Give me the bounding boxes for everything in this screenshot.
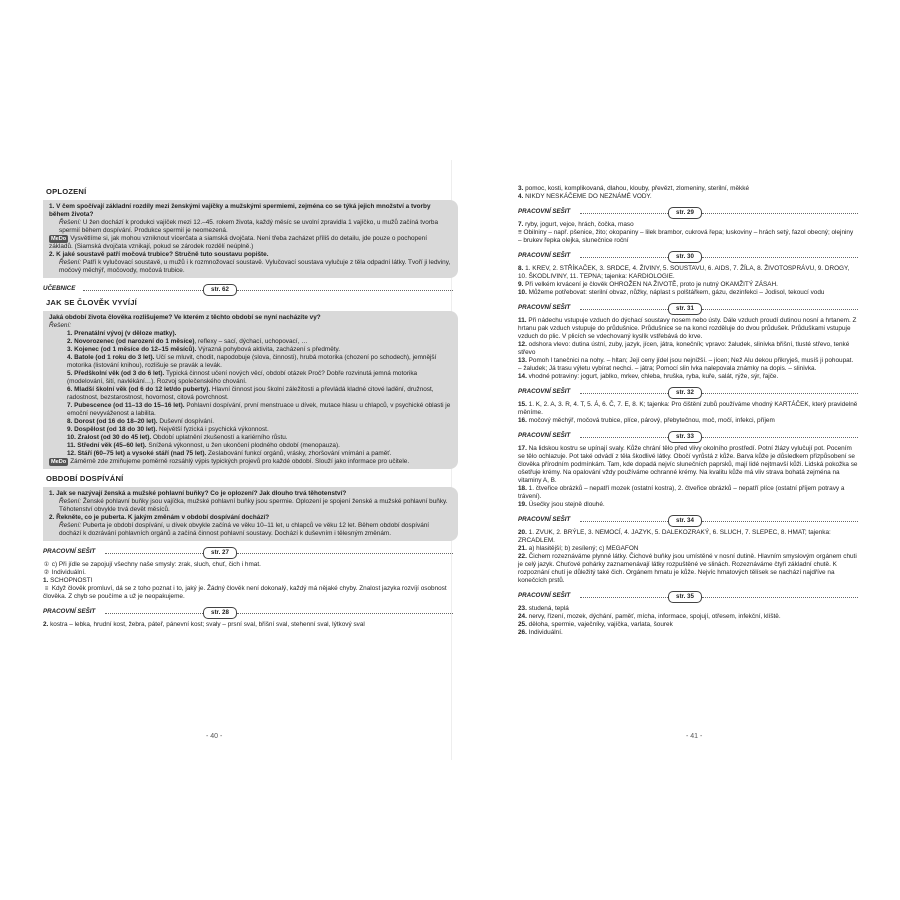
workbook-label: PRACOVNÍ SEŠIT (518, 208, 571, 215)
medo-badge: MeDo (51, 236, 67, 242)
answer-text: a) hlasitější; b) zesílený; c) MEGAFON (528, 545, 639, 552)
exercise-number: 23. (518, 605, 529, 612)
answer-line (518, 401, 858, 417)
period-item: 2. Novorozenec (od narození do 1 měsíce), reflexy – sací, dýchací, uchopovací, … (67, 338, 308, 345)
section-title-vyvoj: JAK SE ČLOVĚK VYVÍJÍ (46, 298, 137, 307)
answer-line (518, 281, 858, 289)
question-4: 2. Řekněte, co je puberta. K jakým změnám v období dospívání dochází? (49, 514, 270, 521)
exercise-number: 9. (518, 281, 526, 288)
section-title-oplozeni: OPLOZENÍ (46, 187, 87, 196)
answer-line (43, 569, 458, 577)
right-page (518, 185, 858, 745)
workbook-bar-35 (518, 591, 858, 601)
section-title-dospivani: OBDOBÍ DOSPÍVÁNÍ (46, 474, 124, 483)
workbook-bar-27 (43, 547, 458, 557)
medo-note-1: MeDo Vysvětlíme si, jak mohou vzniknout vícerčata a siamská dvojčata. Není třeba zacházet příliš do detailu, jde pouze o pochopení základů. (Siamská dvojčata vznikají, pokud se zárodek rozdělí neúplně.) (49, 235, 427, 250)
answer-text: 1. ZVUK, 2. BRÝLE, 3. NEMOCÍ, 4. JAZYK, 5. DALEKOZRAKÝ, 6. SLUCH, 7. SLEPEC, 8. HMAT; tajenka: ZRCADLEM. (518, 529, 831, 544)
answer-line (518, 221, 858, 229)
answer-line (518, 265, 858, 281)
answer-line (518, 289, 858, 297)
workbook-answers-32 (518, 401, 858, 425)
workbook-bar-31 (518, 303, 858, 313)
answer-text: Pomoh l tanečnici na nohy. – hltan; Její ceny jídel jsou nejnižší. – jícen; Než Alu dekou přikryješ, musíš ji pohoupat. – žaludek; Já trasu výletu vybírat nechci. – játra; Pomocí slin lvka nalepovala známky na dopis. – slinivka. (518, 357, 854, 372)
exercise-number: 25. (518, 621, 529, 628)
answer-text: kostra – lebka, hrudní kost, žebra, páteř, pánevní kost; svaly – prsní sval, břišní sval, stehenní sval, lýtkový sval (50, 621, 365, 628)
dotted-line (580, 437, 668, 438)
answer-1: Řešení: U žen dochází k produkci vajíček mezi 12.–45. rokem života, každý měsíc se uvolní zpravidla 1 vajíčko, u mužů začíná tvorba spermií během dospívání. Produkce spermií je neomezená. (59, 219, 439, 234)
dotted-line (237, 613, 453, 614)
exercise-number: 15. (518, 401, 529, 408)
answer-text: Můžeme potřebovat: sterilní obvaz, nůžky, náplast s polštářkem, gázu, dezinfekci – Jodisol, tekoucí vodu (528, 289, 825, 296)
exercise-number: 17. (518, 445, 529, 452)
left-page (43, 185, 458, 745)
dotted-line (702, 521, 858, 522)
workbook-answers-34 (518, 529, 858, 585)
medo-badge: MeDo (51, 459, 67, 465)
question-1: 1. V čem spočívají základní rozdíly mezi ženskými vajíčky a mužskými spermiemi, zejména co se týká jejich množství a tvorby během života? (49, 203, 431, 218)
answer-line (518, 417, 858, 425)
dotted-line (580, 309, 668, 310)
answer-text: Při nádechu vstupuje vzduch do dýchací soustavy nosem nebo ústy. Dále vzduch proudí dutinou nosní a hrtanem. Z hrtanu pak vzduch vstupuje do průdušnice. Průdušnice se na konci rozděluje do dvou průdušek. Průduškami vstupuje vzduch do plic. V plicích se vdechovaný kyslík vstřebává do krve. (518, 317, 857, 340)
workbook-answers-27 (43, 561, 458, 601)
exercise-number: ≡ (518, 229, 524, 236)
exercise-icon: ≡ (44, 586, 49, 592)
period-item: 6. Mladší školní věk (od 6 do 12 let/do puberty). Hlavní činnost jsou školní záležitosti a převládá kladné citové ladění, družnost, radostnost, bezstarostnost, hovornost, citová povrchnost. (67, 386, 434, 401)
workbook-label: PRACOVNÍ SEŠIT (518, 252, 571, 259)
dotted-line (702, 393, 858, 394)
page-ref-27: str. 27 (203, 547, 237, 559)
answer-text: NIKDY NESKÁČEME DO NEZNÁMÉ VODY. (525, 193, 652, 200)
answer-line (518, 485, 858, 501)
exercise-box-dospivani (43, 487, 458, 541)
workbook-label: PRACOVNÍ SEŠIT (518, 516, 571, 523)
dotted-line (702, 597, 858, 598)
exercise-number: 12. (518, 341, 529, 348)
period-item: 1. Prenatální vývoj (v děloze matky). (67, 330, 177, 337)
exercise-number: 26. (518, 629, 529, 636)
answer-line (518, 445, 858, 485)
answer-text: močový měchýř, močová trubice, plíce, párový, přebytečnou, moč, močí, infekci, příjem (528, 417, 775, 424)
exercise-number: 18. (518, 485, 529, 492)
answer-text: Úsečky jsou stejně dlouhé. (528, 501, 605, 508)
workbook-bar-32 (518, 387, 858, 397)
exercise-number: 24. (518, 613, 529, 620)
answer-3: Řešení: Ženské pohlavní buňky jsou vajíčka, mužské pohlavní buňky jsou spermie. Oplození je spojení ženské a mužské pohlavní buňky. Těhotenství obvykle trvá devět měsíců. (59, 498, 448, 513)
dotted-line (702, 257, 858, 258)
answer-line (518, 621, 858, 629)
workbook-label: PRACOVNÍ SEŠIT (43, 548, 96, 555)
answer-line (518, 605, 858, 613)
answer-periods: Řešení: (49, 322, 72, 329)
workbook-bar-28 (43, 607, 458, 617)
exercise-number: 21. (518, 545, 529, 552)
answer-line (518, 613, 858, 621)
page-number-right: - 41 - (686, 733, 703, 740)
period-item: 11. Střední věk (45–60 let). Snížená výkonnost, u žen ukončení plodného období (menopauza). (67, 442, 340, 449)
workbook-label: PRACOVNÍ SEŠIT (518, 432, 571, 439)
workbook-answers-28 (43, 621, 458, 629)
exercise-number: 22. (518, 553, 529, 560)
answer-line (518, 501, 858, 509)
ucebnice-label: UČEBNICE (43, 285, 76, 292)
workbook-answers-35 (518, 605, 858, 637)
workbook-bar-33 (518, 431, 858, 441)
answer-line (518, 341, 858, 357)
page-ref-34: str. 34 (668, 515, 702, 527)
answer-text: Individuální. (528, 629, 563, 636)
exercise-number: 19. (518, 501, 529, 508)
page-ref-31: str. 31 (668, 303, 702, 315)
question-periods: Jaká období života člověka rozlišujeme? Ve kterém z těchto období se nyní nacházíte vy? (49, 314, 321, 321)
answer-text: Obilniny – např. pšenice, žito; okopaniny – lilek brambor, cukrová řepa; luskoviny – hrách setý, fazol obecný; olejniny – brukev řepka olejka, slunečnice roční (518, 229, 854, 244)
period-item: 8. Dorost (od 16 do 18–20 let). Duševní dospívání. (67, 418, 215, 425)
answer-text: ryby, jogurt, vejce, hrách, čočka, maso (525, 221, 634, 228)
answer-line (518, 545, 858, 553)
answer-line (518, 193, 858, 201)
page-ref-30: str. 30 (668, 251, 702, 263)
answer-text: 1. K, 2. A, 3. R, 4. T, 5. Á, 6. Č, 7. E, 8. K; tajenka: Pro čištění zubů používáme vhodný KARTÁČEK, který pravidelně měníme. (518, 401, 858, 416)
page-ref-62: str. 62 (203, 284, 237, 296)
page-number-left: - 40 - (206, 733, 223, 740)
answer-line (518, 553, 858, 585)
period-item: 5. Předškolní věk (od 3 do 6 let). Typická činnost učení nových věcí, období otázek Proč? Dobře rozvinutá jemná motorika (modelování, šití, navlékání…). Rozvoj společenského chování. (67, 370, 418, 385)
period-item: 3. Kojenec (od 1 měsíce do 12–15 měsíců). Výrazná pohybová aktivita, zacházení s předměty. (67, 346, 341, 353)
answer-4: Řešení: Puberta je období dospívání, u dívek obvykle začíná ve věku 10–11 let, u chlapců ve věku 12 let. Během období dospívání dochází k dozrávání pohlavních orgánů a začíná činnost pohlavní soustavy. Dochází k duševním i tělesným změnám. (59, 522, 430, 537)
answers-top (518, 185, 858, 201)
answer-line (518, 629, 858, 637)
answer-line (518, 529, 858, 545)
exercise-number: 1. (43, 577, 51, 584)
answer-text: odshora vlevo: dutina ústní, zuby, jazyk, jícen, játra, konečník; vpravo: žaludek, slinivka břišní, tlusté střevo, tenké střevo (518, 341, 850, 356)
period-item: 4. Batole (od 1 roku do 3 let). Učí se mluvit, chodit, napodobuje (slova, činnosti), hrubá motorika (chození po schodech), jemnější motorika (listování knihou), rozlišuje se pravák a levák. (67, 354, 437, 369)
answer-text: Při velkém krvácení je člověk OHROŽEN NA ŽIVOTĚ, proto je nutný OKAMŽITÝ ZÁSAH. (525, 281, 778, 288)
answer-line (43, 585, 458, 601)
dotted-line (580, 521, 668, 522)
dotted-line (237, 553, 453, 554)
page-ref-29: str. 29 (668, 207, 702, 219)
exercise-number: 16. (518, 417, 529, 424)
exercise-number: 4. (518, 193, 526, 200)
exercise-number: 3. (518, 185, 526, 192)
page-ref-32: str. 32 (668, 387, 702, 399)
workbook-label: PRACOVNÍ SEŠIT (518, 388, 571, 395)
answer-text: Individuální. (51, 569, 86, 576)
exercise-number: 14. (518, 373, 529, 380)
answer-text: nervy, řízení, mozek, dýchání, paměť, mícha, informace, spojují, otřesem, infekční, klíště. (528, 613, 781, 620)
dotted-line (237, 290, 453, 291)
period-item: 10. Zralost (od 30 do 45 let). Období uplatnění zkušeností a kariérního růstu. (67, 434, 288, 441)
answer-line (518, 317, 858, 341)
exercise-number: 10. (518, 289, 529, 296)
exercise-number: 20. (518, 529, 529, 536)
dotted-line (105, 553, 203, 554)
exercise-number: 7. (518, 221, 526, 228)
answer-line (518, 185, 858, 193)
page-ref-35: str. 35 (668, 591, 702, 603)
periods-list (49, 330, 452, 458)
exercise-number: 11. (518, 317, 529, 324)
exercise-number: 8. (518, 265, 526, 272)
exercise-number: 13. (518, 357, 529, 364)
period-item: 7. Pubescence (od 11–13 do 15–16 let). Pohlavní dospívání, první menstruace u dívek, mutace hlasu u chlapců, v psychické oblasti je emoční nevyváženost a labilita. (67, 402, 451, 417)
answer-text: děloha, spermie, vaječníky, vajíčka, varlata, šourek (528, 621, 673, 628)
dotted-line (580, 393, 668, 394)
answer-line (43, 577, 458, 585)
workbook-bar-29 (518, 207, 858, 217)
answer-text: Když člověk promluví, dá se z toho poznat i to, jaký je. Žádný člověk není dokonalý, každý má nějaké chyby. Znalost jazyka rozvíjí osobnost člověka. Z chyb se poučíme a už je neopakujeme. (43, 585, 447, 600)
answer-line (518, 357, 858, 373)
period-item: 12. Stáří (60–75 let) a vysoké stáří (nad 75 let). Zeslabování funkcí orgánů, vrásky, zhoršování vnímání a paměť. (67, 450, 392, 457)
answer-2: Řešení: Patří k vylučovací soustavě, u mužů i k rozmnožovací soustavě. Vylučovací soustava vylučuje z těla odpadní látky. Tvoří ji ledviny, močový měchýř, močovody, močová trubice. (59, 259, 451, 274)
dotted-line (702, 213, 858, 214)
answer-line (43, 621, 458, 629)
medo-note-2: MeDo Záměrně zde zmiňujeme poměrně rozsáhlý výpis typických projevů pro každé období. Slouží jako informace pro učitele. (51, 458, 410, 465)
answer-line (518, 229, 858, 245)
question-3: 1. Jak se nazývají ženská a mužské pohlavní buňky? Co je oplození? Jak dlouho trvá těhotenství? (49, 490, 347, 497)
answer-text: Na lidskou kostru se upínají svaly. Kůže chrání tělo před vlivy okolního prostředí. Potní žlázy vylučují pot. Pocením se tělo ochlazuje. Pot také odvádí z těla škodlivé látky. Obočí vyrůstá z kůže. Barva kůže je důsledkem přizpůsobení se člověka přírodním podmínkám. Tam, kde dopadá nejvíc slunečních paprsků, mají lidé nejtmavší kůži. Lidská pokožka se ošetřuje krémy. Na opalování vždy používáme ochranné krémy. Na kvalitu kůže má vliv strava bohatá zejména na vitaminy A, B. (518, 445, 858, 484)
workbook-answers-29 (518, 221, 858, 245)
answer-text: vhodné potraviny: jogurt, jablko, mrkev, chleba, hruška, ryba, kuře, salát, rýže, sýr, řajče. (528, 373, 779, 380)
workbook-answers-30 (518, 265, 858, 297)
period-item: 9. Dospělost (od 18 do 30 let). Největší fyzická i psychická výkonnost. (67, 426, 269, 433)
answer-text: pomoc, kosti, komplikovaná, dlahou, klouby, převězt, zlomeniny, sterilní, měkké (525, 185, 749, 192)
page-ref-33: str. 33 (668, 431, 702, 443)
workbook-label: PRACOVNÍ SEŠIT (518, 304, 571, 311)
workbook-answers-33 (518, 445, 858, 509)
answer-text: c) Při jídle se zapojují všechny naše smysly: zrak, sluch, chuť, čich i hmat. (51, 561, 261, 568)
dotted-line (702, 437, 858, 438)
question-2: 2. K jaké soustavě patří močová trubice? Stručně tuto soustavu popište. (49, 251, 269, 258)
answer-line (43, 561, 458, 569)
dotted-line (580, 257, 668, 258)
answer-text: 1. KREV, 2. STŘÍKAČEK, 3. SRDCE, 4. ŽIVINY, 5. SOUSTAVU, 6. AIDS, 7. ŽÍLA, 8. ŽIVOTOSPRÁVU, 9. DROGY, 10. ŠKODLIVINY, 11. TEPNA; tajenka: KARDIOLOGIE. (518, 265, 850, 280)
dotted-line (105, 613, 203, 614)
answer-text: 1. čtveřice obrázků – nepatří mozek (ostatní kostra), 2. čtveřice obrázků – nepatří plíce (ostatní příjem potravy a trávení). (518, 485, 845, 500)
ucebnice-bar (43, 284, 458, 294)
answer-line (518, 373, 858, 381)
workbook-answers-31 (518, 317, 858, 381)
exercise-number: 2. (43, 621, 51, 628)
dotted-line (83, 290, 203, 291)
workbook-bar-34 (518, 515, 858, 525)
workbook-label: PRACOVNÍ SEŠIT (43, 608, 96, 615)
workbook-bar-30 (518, 251, 858, 261)
exercise-box-oplozeni (43, 200, 458, 278)
exercise-icon: ② (43, 570, 50, 576)
exercise-box-vyvoj (43, 311, 458, 469)
answer-text: Čichem rozeznáváme plynné látky. Čichové buňky jsou umístěné v nosní dutině. Hlavním smyslovým orgánem chuti je celý jazyk. Chuťové pohárky zaznamenávají látky rozpuštěné ve slinách. Rozeznáváme čtyři základní chutě. K rozpoznání chutí je důležitý také čich. Orgánem hmatu je kůže. Nejvíc hmatových tělísek se nachází najdříve na konečcích prstů. (518, 553, 857, 584)
exercise-icon: ① (43, 562, 50, 568)
dotted-line (580, 597, 668, 598)
answer-text: SCHOPNOSTI (50, 577, 93, 584)
page-ref-28: str. 28 (203, 607, 237, 619)
dotted-line (580, 213, 668, 214)
workbook-label: PRACOVNÍ SEŠIT (518, 592, 571, 599)
answer-text: studená, teplá (528, 605, 569, 612)
dotted-line (702, 309, 858, 310)
